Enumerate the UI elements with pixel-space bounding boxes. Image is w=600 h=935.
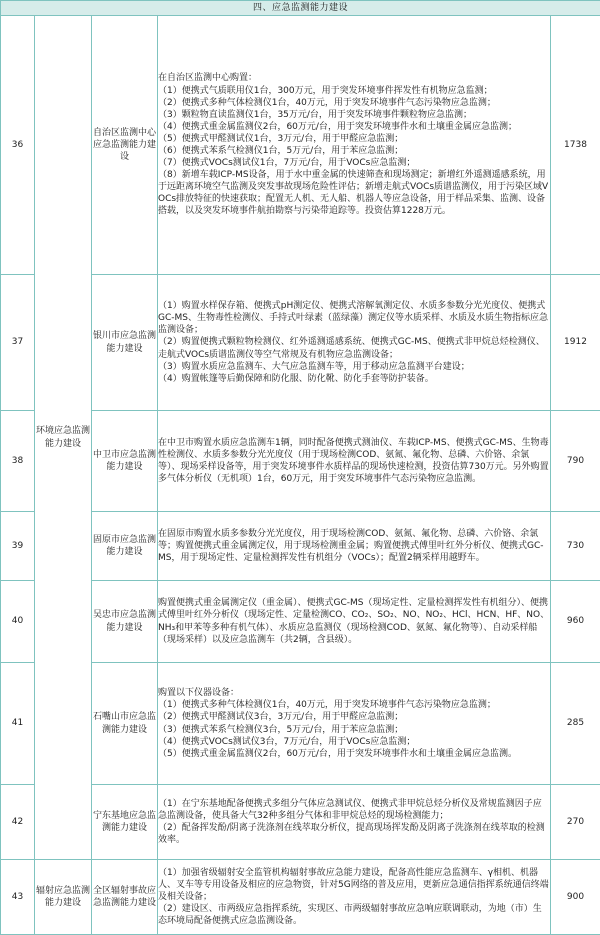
investment-amount: 1738 [551, 16, 600, 275]
description-line: （2）便携式甲醛测试仪3台，3万元/台，用于甲醛应急监测； [158, 711, 550, 723]
description-line: （1）购置水样保存箱、便携式pH测定仪、便携式溶解氧测定仪、水质多参数分光光度仪、便携式GC-MS、生物毒性检测仪、手持式叶绿素（蓝绿藻）测定仪等水质采样、水质及水质生物指标应急监测设备； [158, 300, 550, 336]
description-line: （1）便携式多种气体检测仪1台，40万元，用于突发环境事件气态污染物应急监测； [158, 699, 550, 711]
project-description [158, 663, 551, 785]
description-line: （5）便携式甲醛测试仪1台，3万元/台，用于甲醛应急监测； [158, 133, 550, 145]
project-description [158, 275, 551, 411]
investment-amount: 1912 [551, 275, 600, 411]
description-line: （5）便携式重金属监测仪2台，60万元/台，用于突发环境事件水和土壤重金属应急监测。 [158, 748, 550, 760]
project-description [158, 860, 551, 935]
description-line: （1）在宁东基地配备便携式多组分气体应急测试仪、便携式非甲烷总烃分析仪及常规监测因子应急监测设备，使具备大气32种多组分气体和非甲烷总烃的现场检测能力； [158, 798, 550, 822]
row-number: 41 [1, 663, 35, 785]
description-line: （2）建设区、市两级应急指挥系统，实现区、市两级辐射事故应急响应联调联动，为地（市）生态环境局配备便携式应急监测设备。 [158, 903, 550, 927]
description-line: （1）便携式气质联用仪1台，300万元，用于突发环境事件挥发性有机物应急监测； [158, 85, 550, 97]
project-description [158, 16, 551, 275]
description-line: （3）购置水质应急监测车、大气应急监测车等，用于移动应急监测平台建设； [158, 361, 550, 373]
project-name: 自治区监测中心应急监测能力建设 [92, 16, 158, 275]
project-name: 中卫市应急监测能力建设 [92, 411, 158, 512]
project-name: 石嘴山市应急监测能力建设 [92, 663, 158, 785]
row-number: 38 [1, 411, 35, 512]
row-number: 36 [1, 16, 35, 275]
project-name: 吴忠市应急监测能力建设 [92, 581, 158, 663]
description-line: 在固原市购置水质多参数分光光度仪，用于现场检测COD、氨氮、氟化物、总磷、六价铬、余氯等；购置便携式重金属测定仪，用于现场检测重金属；购置便携式傅里叶红外分析仪、便携式GC-MS，用于现场定性、定量检测挥发性有机组分（VOCs）；配置2辆采样用越野车。 [158, 528, 550, 564]
project-description [158, 512, 551, 581]
investment-amount: 900 [551, 860, 600, 935]
investment-amount: 270 [551, 785, 600, 860]
row-number: 43 [1, 860, 35, 935]
description-line: （2）配备挥发酚/阴离子洗涤剂在线萃取分析仪，提高现场挥发酚及阴离子洗涤剂在线萃取的检测效率。 [158, 822, 550, 846]
row-number: 37 [1, 275, 35, 411]
table-row [1, 16, 600, 275]
investment-amount: 790 [551, 411, 600, 512]
row-number: 40 [1, 581, 35, 663]
description-line: 在自治区监测中心购置： [158, 72, 550, 84]
investment-amount: 960 [551, 581, 600, 663]
description-line: 购置以下仪器设备： [158, 687, 550, 699]
description-line: 在中卫市购置水质应急监测车1辆，同时配备便携式测油仪、车载ICP-MS、便携式GC-MS、生物毒性检测仪、水质多参数分光光度仪（用于现场检测COD、氨氮、氟化物、总磷、六价铬、余氯等）、现场采样设备等，用于突发环境事件水质样品的现场快速检测，投资估算730万元。另外购置多气体分析仪（无机项）1台，60万元，用于突发环境事件气态污染物应急监测。 [158, 437, 550, 485]
description-line: （3）便携式苯系气检测仪3台，5万元/台，用于苯应急监测； [158, 724, 550, 736]
section-header-row [1, 1, 600, 16]
project-description [158, 785, 551, 860]
description-line: （7）便携式VOCs测试仪1台，7万元/台，用于VOCs应急监测； [158, 157, 550, 169]
description-line: （1）加强省级辐射安全监管机构辐射事故应急能力建设，配备高性能应急监测车、γ相机、机器人、叉车等专用设备及相应的应急物资，针对5G网络的普及应用，更新应急通信指挥系统通信终端及相关设备； [158, 867, 550, 903]
description-line: （2）购置便携式颗粒物检测仪、红外遥测遥感系统、便携式GC-MS、便携式非甲烷总烃检测仪、走航式VOCs质谱监测仪等空气常规及有机物应急监测设备； [158, 336, 550, 360]
project-name: 宁东基地应急监测能力建设 [92, 785, 158, 860]
row-number: 39 [1, 512, 35, 581]
section-title: 四、应急监测能力建设 [1, 1, 600, 16]
description-line: （4）便携式重金属监测仪2台，60万元/台，用于突发环境事件水和土壤重金属应急监测； [158, 121, 550, 133]
description-line: （4）便携式VOCs测试仪3台，7万元/台，用于VOCs应急监测； [158, 736, 550, 748]
investment-amount: 730 [551, 512, 600, 581]
row-number: 42 [1, 785, 35, 860]
description-line: （6）便携式苯系气检测仪1台，5万元/台，用于苯应急监测； [158, 145, 550, 157]
project-name: 银川市应急监测能力建设 [92, 275, 158, 411]
project-name: 固原市应急监测能力建设 [92, 512, 158, 581]
description-line: 购置便携式重金属测定仪（重金属）、便携式GC-MS（现场定性、定量检测挥发性有机组分）、便携式傅里叶红外分析仪（现场定性、定量检测CO、CO₂、SO₂、NO、NO₂、HCl、HCN、HF、NO、NH₃和甲苯等多种有机气体）、水质应急监测仪（现场检测COD、氨氮、氟化物等）、自动采样船（现场采样）以及应急监测车（共2辆，含县级）。 [158, 597, 550, 645]
description-line: （4）购置帐篷等后勤保障和防化服、防化靴、防化手套等防护装备。 [158, 373, 550, 385]
description-line: （3）颗粒物直读监测仪1台，35万元/台，用于突发环境事件颗粒物应急监测； [158, 109, 550, 121]
category-rad: 辐射应急监测能力建设 [35, 860, 92, 935]
investment-amount: 285 [551, 663, 600, 785]
project-name: 全区辐射事故应急监测能力建设 [92, 860, 158, 935]
table-row [1, 860, 600, 935]
project-description [158, 581, 551, 663]
project-description [158, 411, 551, 512]
description-line: （2）便携式多种气体检测仪1台，40万元，用于突发环境事件气态污染物应急监测； [158, 97, 550, 109]
description-line: （8）新增车载ICP-MS设备，用于水中重金属的快速筛查和现场测定；新增红外遥测遥感系统，用于远距离环境空气监测及突发事故现场危险性评估；新增走航式VOCs质谱监测仪，用于污染区域VOCs排放特征的快速获取；配置无人机、无人船、机器人等应急设备，用于样品采集、监测、设备搭载，以及突发环境事件航拍勘察与污染带追踪等。投资估算1228万元。 [158, 169, 550, 217]
category-env: 环境应急监测能力建设 [35, 16, 92, 860]
